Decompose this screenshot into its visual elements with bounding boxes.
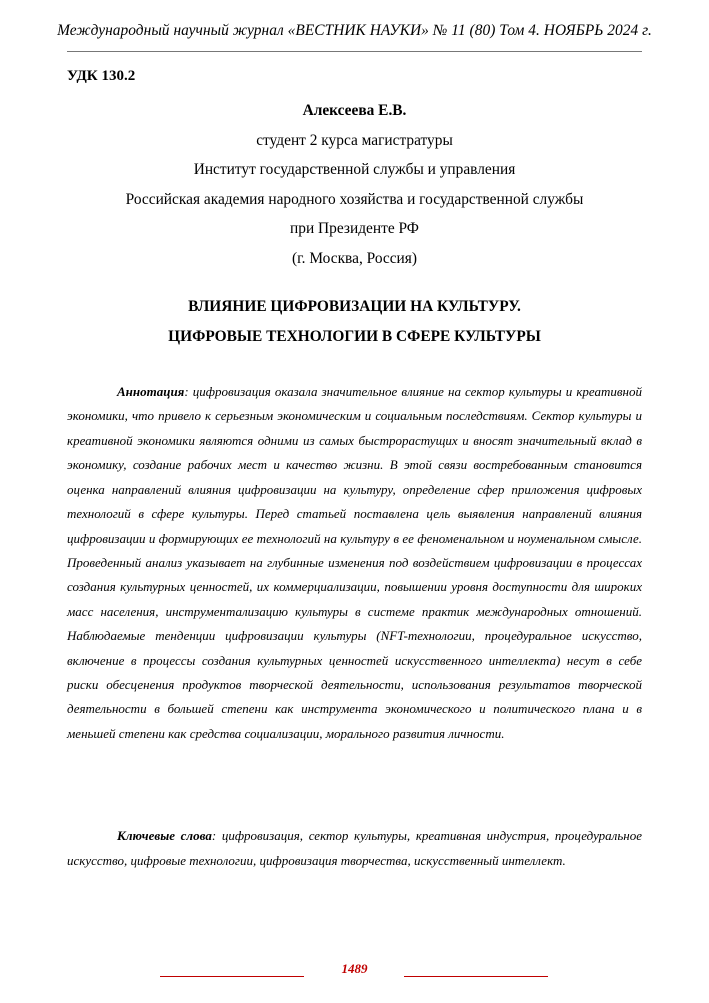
keywords-text: : цифровизация, сектор культуры, креативная индустрия, процедуральное искусство, цифровые технологии, цифровизация творчества, искусственный интеллект.: [67, 828, 642, 868]
keywords-label: Ключевые слова: [117, 828, 212, 843]
footer-rule-right: [404, 976, 548, 977]
page-number: 1489: [341, 961, 368, 976]
journal-header: Международный научный журнал «ВЕСТНИК НАУКИ» № 11 (80) Том 4. НОЯБРЬ 2024 г.: [57, 22, 652, 39]
article-title: [0, 292, 709, 352]
keywords-paragraph: [67, 823, 642, 873]
header-divider: [67, 51, 642, 52]
author-academy-suffix: при Президенте РФ: [290, 220, 419, 237]
author-block: [0, 96, 709, 273]
author-position: студент 2 курса магистратуры: [256, 131, 453, 149]
author-academy: Российская академия народного хозяйства и государственной службы: [125, 190, 584, 208]
abstract-label: Аннотация: [117, 384, 185, 399]
author-institute: Институт государственной службы и управления: [193, 161, 516, 178]
title-line-1: ВЛИЯНИЕ ЦИФРОВИЗАЦИИ НА КУЛЬТУРУ.: [188, 298, 521, 315]
abstract-paragraph: [67, 380, 642, 746]
author-location: (г. Москва, Россия): [291, 249, 418, 267]
author-name: Алексеева Е.В.: [302, 102, 407, 119]
udk-code: УДК 130.2: [67, 68, 136, 84]
title-line-2: ЦИФРОВЫЕ ТЕХНОЛОГИИ В СФЕРЕ КУЛЬТУРЫ: [168, 328, 541, 345]
abstract-text: : цифровизация оказала значительное влияние на сектор культуры и креативной экономики, что привело к серьезным экономическим и социальным последствиям. Сектор культуры и креативной экономики являются одними из самых быстрорастущих и вносят значительный вклад в экономику, создание рабочих мест и качество жизни. В этой связи востребованным становится оценка направлений влияния цифровизации на культуру, определение сфер приложения цифровых технологий в сфере культуры. Перед статьей поставлена цель выявления направлений влияния цифровизации и формирующих ее технологий на культуру в ее феноменальном и ноуменальном смысле. Проведенный анализ указывает на глубинные изменения под воздействием цифровизации в процессах создания культурных ценностей, их коммерциализации, повышении уровня доступности для широких масс населения, инструментализацию культуры в системе практик международных отношений. Наблюдаемые тенденции цифровизации культуры (NFT-технологии, процедуральное искусство, включение в процессы создания культурных ценностей искусственного интеллекта) несут в себе риски обесценения продуктов творческой деятельности, использования результатов творческой деятельности в большей степени как инструмента экономического и политического плана и в меньшей степени как средства социализации, морального развития личности.: [67, 384, 642, 741]
